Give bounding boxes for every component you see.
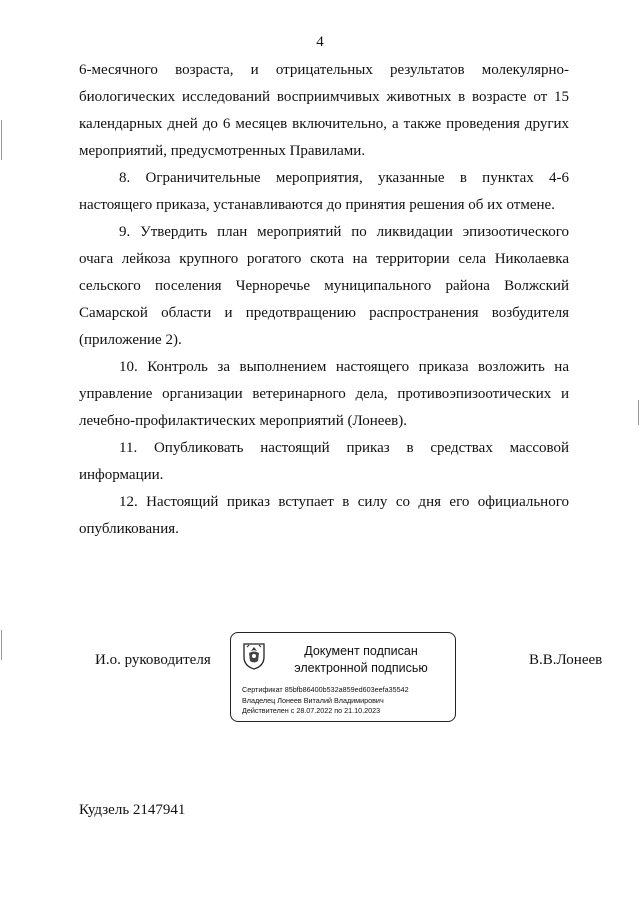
paragraph-8: 8. Ограничительные мероприятия, указанные в пунктах 4-6 настоящего приказа, устанавливаются до принятия решения об их отмене. xyxy=(79,170,569,213)
electronic-signature-stamp xyxy=(230,632,456,722)
paragraph-continuation: 6-месячного возраста, и отрицательных результатов молекулярно-биологических исследований восприимчивых животных в возрасте от 15 календарных дней до 6 месяцев включительно, а также проведения других мероприятий, предусмотренных Правилами. xyxy=(79,62,569,159)
coat-of-arms-icon xyxy=(241,641,267,671)
document-body xyxy=(79,57,569,543)
signer-position: И.о. руководителя xyxy=(95,652,211,668)
paragraph-12: 12. Настоящий приказ вступает в силу со дня его официального опубликования. xyxy=(79,494,569,537)
scan-edge-mark xyxy=(1,630,2,660)
scan-edge-mark xyxy=(638,400,639,425)
stamp-details xyxy=(242,685,409,717)
stamp-title xyxy=(271,643,451,677)
signer-name: В.В.Лонеев xyxy=(529,652,603,668)
executor-code: Кудзель 2147941 xyxy=(79,802,186,818)
stamp-certificate: Сертификат 85bfb86400b532a859ed603eefa35542 xyxy=(242,685,409,694)
stamp-owner: Владелец Лонеев Виталий Владимирович xyxy=(242,695,384,705)
stamp-title-line-1: Документ подписан xyxy=(304,644,418,658)
page-number: 4 xyxy=(316,34,324,50)
paragraph-9: 9. Утвердить план мероприятий по ликвидации эпизоотического очага лейкоза крупного рогатого скота на территории села Николаевка сельского поселения Черноречье муниципального района Волжский Самарской области и предотвращению распространения возбудителя (приложение 2). xyxy=(79,224,569,348)
paragraph-10: 10. Контроль за выполнением настоящего приказа возложить на управление организации ветеринарного дела, противоэпизоотических и лечебно-профилактических мероприятий (Лонеев). xyxy=(79,359,569,429)
stamp-title-line-2: электронной подписью xyxy=(294,661,428,675)
stamp-validity: Действителен с 28.07.2022 по 21.10.2023 xyxy=(242,706,381,715)
scan-edge-mark xyxy=(1,120,2,160)
paragraph-11: 11. Опубликовать настоящий приказ в средствах массовой информации. xyxy=(79,440,569,483)
